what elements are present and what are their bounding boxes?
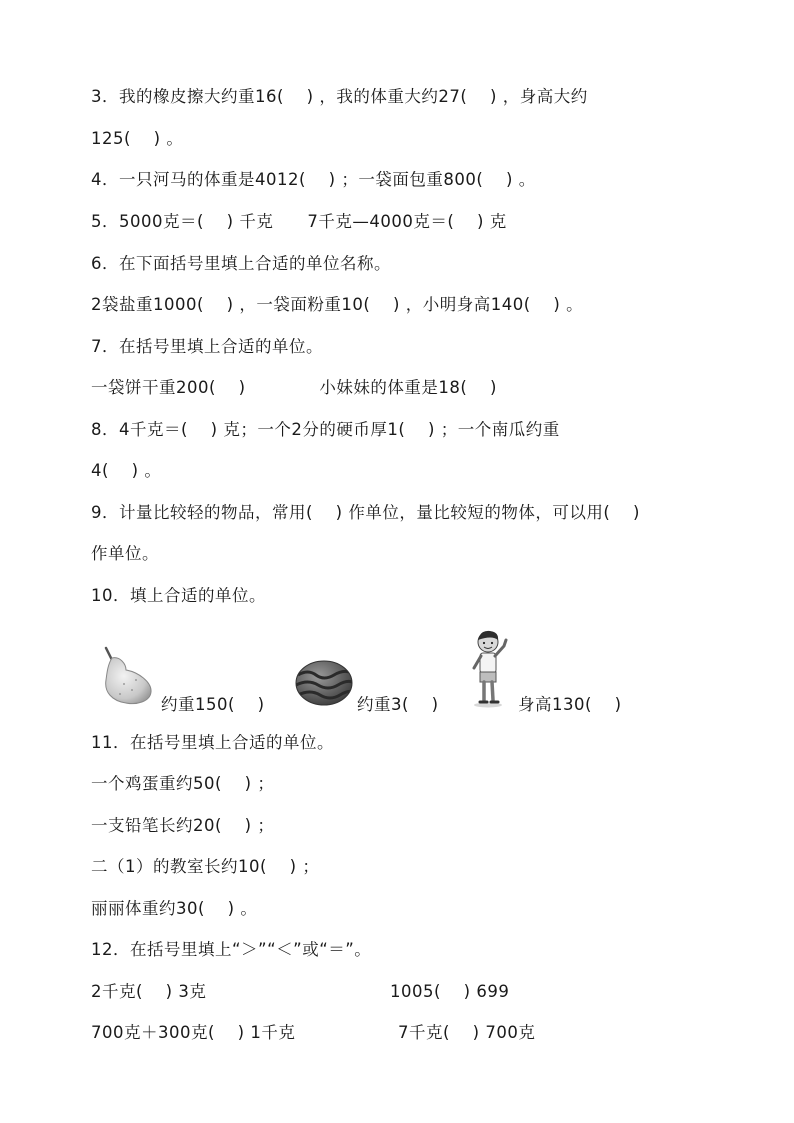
q11-item3: 二（1）的教室长约10( ) ； [91,857,320,876]
pear-icon [96,644,156,706]
watermelon-icon [294,659,354,707]
q12-item4: 7千克( ) 700克 [398,1023,536,1042]
melon-label: 约重3( ) [357,695,439,714]
q12-item1: 2千克( ) 3克 [91,982,207,1001]
q9-line2: 作单位。 [91,544,159,563]
q12-item2: 1005( ) 699 [390,982,510,1001]
q4-line: 4．一只河马的体重是4012( ) ；一袋面包重800( ) 。 [91,170,536,189]
q6-title: 6．在下面括号里填上合适的单位名称。 [91,254,391,273]
q9-line1: 9．计量比较轻的物品，常用( ) 作单位，量比较短的物体，可以用( ) [91,503,640,522]
q7-line: 一袋饼干重200( ) 小妹妹的体重是18( ) [91,378,497,397]
q11-item4: 丽丽体重约30( ) 。 [91,899,258,918]
pear-label: 约重150( ) [161,695,265,714]
q7-title: 7．在括号里填上合适的单位。 [91,337,323,356]
q11-title: 11．在括号里填上合适的单位。 [91,733,334,752]
q11-item1: 一个鸡蛋重约50( ) ； [91,774,275,793]
q12-title: 12．在括号里填上“＞”“＜”或“＝”。 [91,940,372,959]
q12-item3: 700克＋300克( ) 1千克 [91,1023,296,1042]
q6-line: 2袋盐重1000( ) ，一袋面粉重10( ) ，小明身高140( ) 。 [91,295,584,314]
q3-line1: 3．我的橡皮擦大约重16( ) ，我的体重大约27( ) ，身高大约 [91,87,588,106]
q8-line1: 8．4千克＝( ) 克；一个2分的硬币厚1( ) ；一个南瓜约重 [91,420,560,439]
q3-line2: 125( ) 。 [91,129,184,148]
boy-label: 身高130( ) [518,695,622,714]
q5-line: 5．5000克＝( ) 千克 7千克—4000克＝( ) 克 [91,212,507,231]
q10-title: 10．填上合适的单位。 [91,586,266,605]
boy-icon [464,628,514,708]
q11-item2: 一支铅笔长约20( ) ； [91,816,275,835]
q8-line2: 4( ) 。 [91,461,162,480]
